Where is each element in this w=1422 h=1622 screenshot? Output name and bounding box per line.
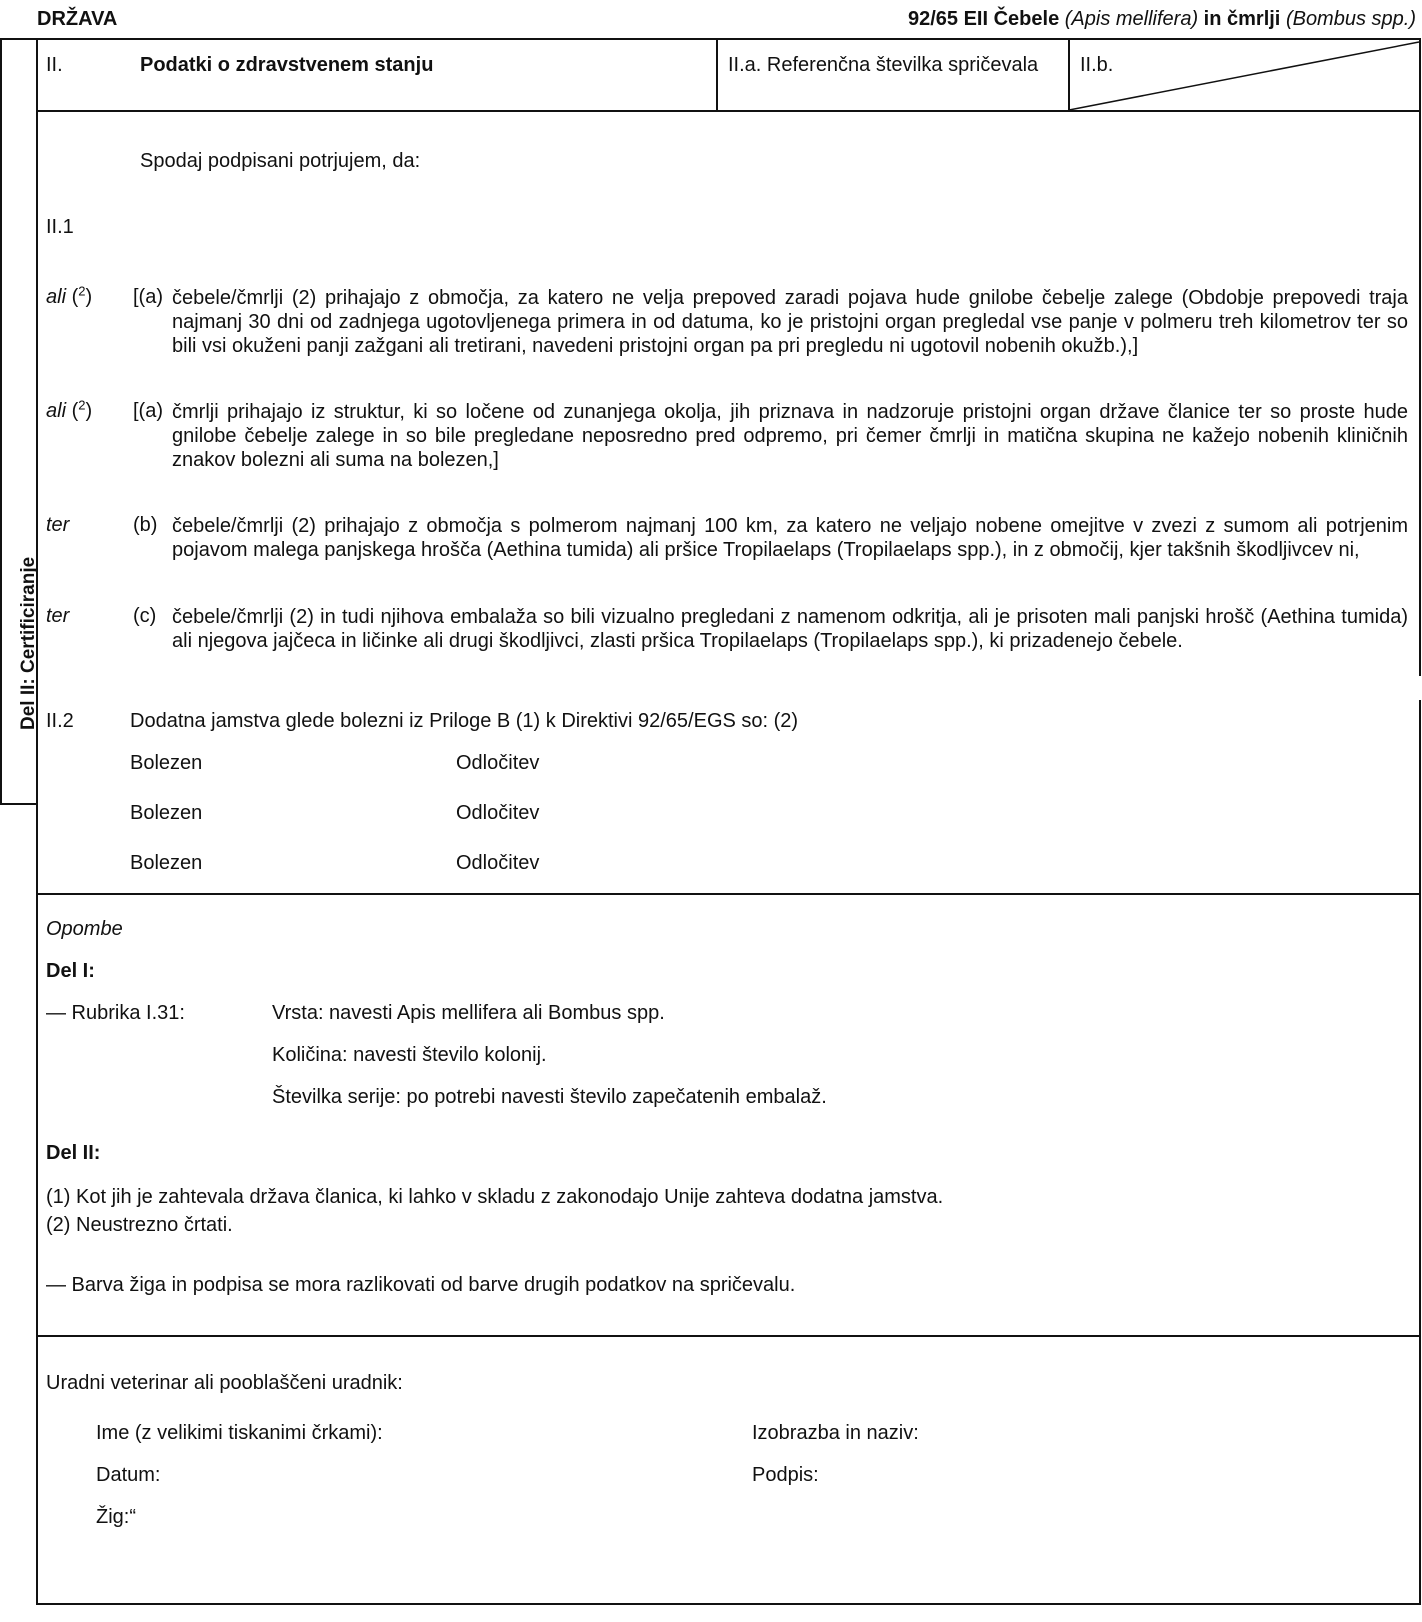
section-number: II. (46, 54, 63, 76)
notes-part2: Del II: (46, 1142, 101, 1164)
item1-letter: [(a) (133, 286, 163, 308)
decision-label-1: Odločitev (456, 752, 540, 774)
species-bombus: (Bombus spp.) (1285, 8, 1416, 30)
item1-text: čebele/čmrlji (2) prihajajo z območja, za katero ne velja prepoved zaradi pojava hude gnilobe čebelje zalege (Obdobje prepovedi traja najmanj 30 dni od zadnjega ugotovljenega primera in od datuma, ko je pristojni organ pregledal vse panje v polmeru treh kilometrov ter so bili vsi okuženi panji zažgani ali tretirani, navedeni pristojni organ pa pri pregledu ni ugotovil nobenih okužb.),] (172, 287, 1408, 357)
decision-label-2: Odločitev (456, 802, 540, 824)
notes-title: Opombe (46, 918, 123, 940)
item2-note: 2 (78, 397, 86, 413)
item2-text: čmrlji prihajajo iz struktur, ki so ločene od zunanjega okolja, jih priznava in nadzoruje pristojni organ države članice ter so proste hude gnilobe čebelje zalege in so bile pregledane neposredno pred odpremo, pri čemer čmrlji in matična skupina ne kažejo nobenih kliničnih znakov bolezni ali suma na bolezen,] (172, 401, 1408, 471)
notes-part1: Del I: (46, 960, 95, 982)
footnote-2: (2) Neustrezno črtati. (46, 1214, 233, 1236)
qualification-label: Izobrazba in naziv: (752, 1422, 919, 1444)
item3-letter: (b) (133, 514, 158, 536)
item1-prefix-text: ali (46, 286, 67, 308)
decision-label-3: Odločitev (456, 852, 540, 874)
conj-text: in čmrlji (1203, 8, 1281, 30)
stamp-label: Žig:“ (96, 1506, 136, 1528)
species-apis: (Apis mellifera) (1064, 8, 1199, 30)
country-label: DRŽAVA (37, 8, 118, 30)
notes-vrsta: Vrsta: navesti Apis mellifera ali Bombus spp. (272, 1002, 665, 1024)
intro-text: Spodaj podpisani potrjujem, da: (140, 150, 421, 172)
signature-label: Podpis: (752, 1464, 819, 1486)
disease-label-2: Bolezen (130, 802, 203, 824)
disease-label-3: Bolezen (130, 852, 203, 874)
official-label: Uradni veterinar ali pooblaščeni uradnik: (46, 1372, 403, 1394)
section-divider-sign (36, 1335, 1421, 1337)
frame-left-inner (36, 38, 38, 1604)
item4-prefix: ter (46, 605, 70, 627)
disease-label-1: Bolezen (130, 752, 203, 774)
code-text: 92/65 EII Čebele (907, 8, 1060, 30)
ii-b-strike (1069, 40, 1421, 111)
frame-left-bottom (0, 803, 37, 805)
notes-rubrika: — Rubrika I.31: (46, 1002, 185, 1024)
item4-text: čebele/čmrlji (2) in tudi njihova embalaža so bili vizualno pregledani z namenom odkritja, ali je prisoten mali panjski hrošč (Aethina tumida) ali njegova jajčeca in ličinke ali drugi škodljivci, zlasti pršica Tropilaelaps (Tropilaelaps spp.), ki prizadenejo čebele. (172, 606, 1408, 652)
item2-prefix: ali ($^2$) (46, 397, 93, 422)
footnote-1: (1) Kot jih je zahtevala država članica, ki lahko v skladu z zakonodajo Unije zahteva dodatna jamstva. (46, 1186, 944, 1208)
frame-left-outer (0, 38, 2, 804)
item1-prefix: ali ($^2$) (46, 283, 93, 308)
ii2-text: Dodatna jamstva glede bolezni iz Priloge B (1) k Direktivi 92/65/EGS so: (2) (130, 710, 799, 732)
section-divider-notes (36, 893, 1421, 895)
name-label: Ime (z velikimi tiskanimi črkami): (96, 1422, 383, 1444)
item1-note: 2 (78, 283, 86, 299)
head-divider-1 (716, 38, 718, 111)
ii2-number: II.2 (46, 710, 74, 732)
item3-prefix: ter (46, 514, 70, 536)
ii1-number: II.1 (46, 216, 74, 238)
notes-barva: — Barva žiga in podpisa se mora razlikovati od barve drugih podatkov na spričevalu. (46, 1274, 796, 1296)
item2-prefix-text: ali (46, 400, 67, 422)
date-label: Datum: (96, 1464, 161, 1486)
frame-bottom (36, 1603, 1421, 1605)
frame-right-upper (1419, 38, 1421, 676)
notes-serija: Številka serije: po potrebi navesti število zapečatenih embalaž. (272, 1086, 827, 1108)
frame-right-lower (1419, 700, 1421, 1604)
reference-label: II.a. Referenčna številka spričevala (728, 54, 1039, 76)
item3-text: čebele/čmrlji (2) prihajajo z območja s polmerom najmanj 100 km, za katero ne veljajo nobene omejitve v zvezi z sumom ali potrjenim pojavom malega panjskega hrošča (Aethina tumida) ali pršice Tropilaelaps (Tropilaelaps spp.), in z območij, kjer takšnih škodljivcev ni, (172, 515, 1408, 561)
ii-b-label: II.b. (1080, 54, 1114, 76)
section-title: Podatki o zdravstvenem stanju (140, 54, 434, 76)
item4-letter: (c) (133, 605, 157, 627)
notes-kolicina: Količina: navesti število kolonij. (272, 1044, 547, 1066)
side-label: Del II: Certificiranje (18, 556, 39, 730)
certificate-code (908, 8, 1416, 31)
item2-letter: [(a) (133, 400, 163, 422)
